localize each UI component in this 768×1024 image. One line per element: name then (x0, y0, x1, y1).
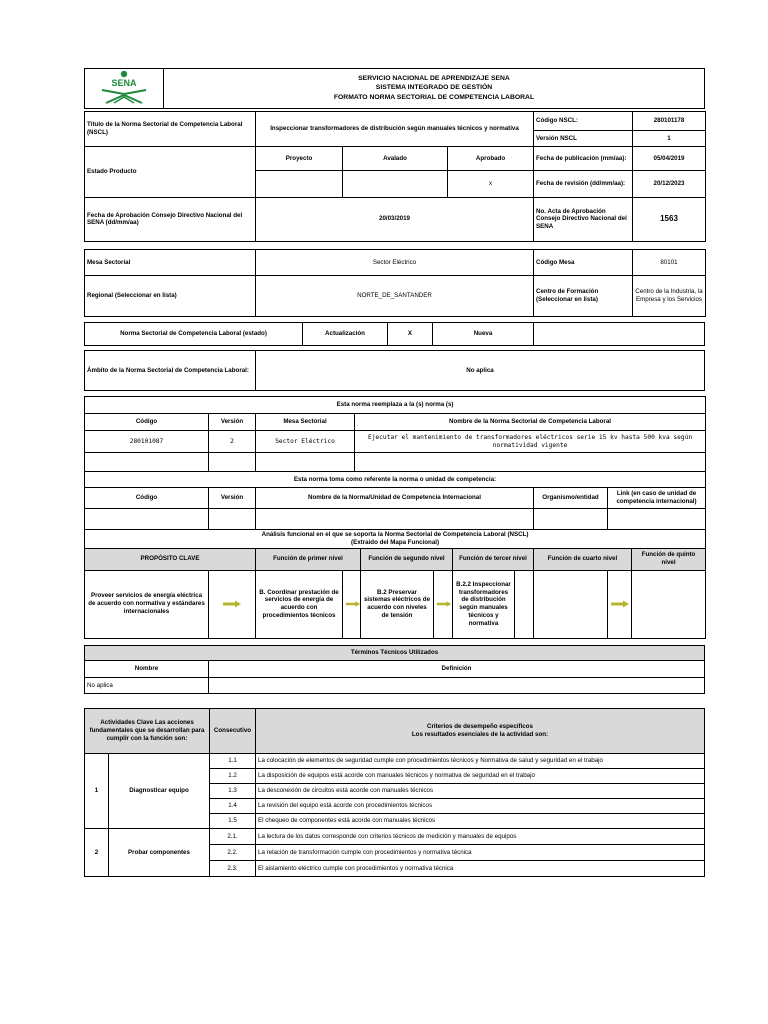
referente-title: Esta norma toma como referente la norma o unidad de competencia: (85, 472, 706, 488)
codigo-nscl-value: 280101178 (633, 112, 706, 131)
reemplaza-row-nombre: Ejecutar el mantenimiento de transformadores eléctricos serie 15 kv hasta 500 kva según normatividad vigente (355, 431, 706, 453)
reemplaza-title: Esta norma reemplaza a la (s) norma (s) (85, 397, 706, 414)
reemplaza-block (84, 396, 706, 530)
criterio-text: La relación de transformación cumple con procedimientos y normativa técnica (256, 845, 705, 861)
consecutivo: 2.3. (210, 861, 256, 877)
reemplaza-col-codigo: Código (85, 414, 209, 431)
h-primer-nivel: Función de primer nivel (256, 548, 361, 570)
ambito-value: No aplica (256, 351, 705, 391)
codigo-nscl-label: Código NSCL: (534, 112, 633, 131)
codigo-mesa-label: Código Mesa (534, 250, 633, 276)
h-quinto-nivel: Función de quinto nivel (632, 548, 706, 570)
actividad-num: 1 (85, 754, 109, 829)
mesa-sectorial-value: Sector Eléctrico (256, 250, 534, 276)
reemplaza-row-version: 2 (209, 431, 256, 453)
reemplaza-col-mesa: Mesa Sectorial (256, 414, 355, 431)
criterio-text: La desconexión de circuitos está acorde con manuales técnicos (256, 784, 705, 799)
terminos-title: Términos Técnicos Utilizados (85, 646, 705, 661)
actividad-num: 2 (85, 829, 109, 877)
estado-proyecto-mark (256, 171, 343, 197)
terminos-col-definicion: Definición (209, 661, 705, 678)
sena-logo (96, 70, 152, 104)
consecutivo: 1.5 (210, 814, 256, 829)
h-criterios-2: Los resultados esenciales de la actividad son: (411, 731, 549, 738)
referente-col-organismo: Organismo/entidad (534, 488, 608, 509)
header-line-1: SERVICIO NACIONAL DE APRENDIZAJE SENA (358, 74, 510, 82)
reemplaza-row-mesa: Sector Eléctrico (256, 431, 355, 453)
criterio-text: La disposición de equipos está acorde con manuales técnicos y normativa de seguridad en el trabajo (256, 769, 705, 784)
estado-norma-block (84, 322, 705, 346)
reemplaza-col-nombre: Nombre de la Norma Sectorial de Competencia Laboral (355, 414, 706, 431)
consecutivo: 1.3 (210, 784, 256, 799)
consecutivo: 1.1 (210, 754, 256, 769)
actualizacion-mark: X (388, 323, 433, 346)
actividad-name: Diagnosticar equipo (109, 754, 210, 829)
actividad-name: Probar componentes (109, 829, 210, 877)
funcion-segundo-nivel: B.2 Preservar sistemas eléctricos de acuerdo con niveles de tensión (361, 570, 434, 638)
arrow-right-icon (222, 600, 242, 608)
referente-col-link: Link (en caso de unidad de competencia internacional) (608, 488, 706, 509)
arrow-right-icon (610, 600, 630, 608)
header-line-2: SISTEMA INTEGRADO DE GESTIÓN (375, 84, 493, 92)
estado-aprobado: Aprobado (448, 147, 534, 171)
version-nscl-value: 1 (633, 131, 706, 147)
ambito-block (84, 350, 705, 391)
header-block (84, 68, 705, 109)
fecha-revision-label: Fecha de revisión (dd/mm/aa): (534, 171, 633, 197)
consecutivo: 1.2 (210, 769, 256, 784)
nueva-label: Nueva (433, 323, 534, 346)
criterio-text: El aislamiento eléctrico cumple con procedimientos y normativa técnica (256, 861, 705, 877)
version-nscl-label: Versión NSCL (534, 131, 633, 147)
arrow-right-icon (345, 600, 361, 608)
fecha-aprobacion-label: Fecha de Aprobación Consejo Directivo Nacional del SENA (dd/mm/aa) (85, 197, 256, 241)
mesa-block (84, 249, 706, 317)
terminos-value: No aplica (85, 678, 209, 694)
arrow-right-icon (436, 600, 452, 608)
regional-value: NORTE_DE_SANTANDER (256, 276, 534, 317)
terminos-block (84, 645, 705, 694)
consecutivo: 2.2. (210, 845, 256, 861)
estado-norma-label: Norma Sectorial de Competencia Laboral (estado) (85, 323, 303, 346)
h-actividades-clave: Actividades Clave Las acciones fundamentales que se desarrollan para cumplir con la función son: (85, 709, 210, 754)
estado-aprobado-mark: x (448, 171, 534, 197)
titulo-value: Inspeccionar transformadores de distribución según manuales técnicos y normativa (256, 112, 534, 147)
acta-value: 1563 (633, 197, 706, 241)
actualizacion-label: Actualización (303, 323, 388, 346)
estado-proyecto: Proyecto (256, 147, 343, 171)
codigo-mesa-value: 80101 (633, 250, 706, 276)
fecha-publicacion-value: 05/04/2019 (633, 147, 706, 171)
mesa-sectorial-label: Mesa Sectorial (85, 250, 256, 276)
nueva-mark (534, 323, 705, 346)
terminos-col-nombre: Nombre (85, 661, 209, 678)
analisis-title: Análisis funcional en el que se soporta la Norma Sectorial de Competencia Laboral (NSCL) (261, 531, 529, 538)
reemplaza-col-version: Versión (209, 414, 256, 431)
funcion-tercer-nivel: B.2.2 Inspeccionar transformadores de distribución según manuales técnicos y normativa (453, 570, 515, 638)
estado-producto-label: Estado Producto (85, 147, 256, 197)
header-line-3: FORMATO NORMA SECTORIAL DE COMPETENCIA LABORAL (333, 94, 535, 102)
funcion-quinto-nivel (632, 570, 706, 638)
consecutivo: 2.1. (210, 829, 256, 845)
referente-col-version: Versión (209, 488, 256, 509)
fecha-publicacion-label: Fecha de publicación (mm/aa): (534, 147, 633, 171)
criterio-text: El chequeo de componentes está acorde con manuales técnicos (256, 814, 705, 829)
criterio-text: La lectura de los datos corresponde con criterios técnicos de medición y manuales de equipos (256, 829, 705, 845)
h-segundo-nivel: Función de segundo nivel (361, 548, 453, 570)
info-block (84, 111, 706, 242)
h-consecutivo: Consecutivo (210, 709, 256, 754)
estado-avalado: Avalado (343, 147, 448, 171)
estado-avalado-mark (343, 171, 448, 197)
actividades-block (84, 708, 705, 877)
h-criterios-1: Criterios de desempeño específicos (427, 723, 533, 731)
criterio-text: La colocación de elementos de seguridad cumple con procedimientos técnicos y Normativa de salud y seguridad en el trabajo (256, 754, 705, 769)
titulo-label: Título de la Norma Sectorial de Competencia Laboral (NSCL) (85, 112, 256, 147)
h-cuarto-nivel: Función de cuarto nivel (534, 548, 632, 570)
fecha-aprobacion-value: 20/03/2019 (256, 197, 534, 241)
referente-col-codigo: Código (85, 488, 209, 509)
sena-logo-text: SENA (111, 78, 137, 88)
h-proposito-clave: PROPÓSITO CLAVE (85, 548, 256, 570)
proposito-clave: Proveer servicios de energía eléctrica de acuerdo con normativa y estándares internacionales (85, 570, 209, 638)
analisis-subtitle: (Extraído del Mapa Funcional) (351, 538, 440, 546)
funcion-cuarto-nivel (534, 570, 608, 638)
analisis-block (84, 529, 706, 639)
funcion-primer-nivel: B. Coordinar prestación de servicios de energía de acuerdo con procedimientos técnicos (256, 570, 343, 638)
centro-label: Centro de Formación (Seleccionar en lista) (534, 276, 633, 317)
acta-label: No. Acta de Aprobación Consejo Directivo Nacional del SENA (534, 197, 633, 241)
ambito-label: Ámbito de la Norma Sectorial de Competencia Laboral: (85, 351, 256, 391)
centro-value: Centro de la Industria, la Empresa y los Servicios (633, 276, 706, 317)
h-tercer-nivel: Función de tercer nivel (453, 548, 534, 570)
regional-label: Regional (Seleccionar en lista) (85, 276, 256, 317)
reemplaza-row-codigo: 280101087 (85, 431, 209, 453)
referente-col-nombre: Nombre de la Norma/Unidad de Competencia Internacional (256, 488, 534, 509)
fecha-revision-value: 20/12/2023 (633, 171, 706, 197)
consecutivo: 1.4 (210, 799, 256, 814)
sena-logo-cell (85, 69, 164, 109)
criterio-text: La revisión del equipo está acorde con procedimientos técnicos (256, 799, 705, 814)
